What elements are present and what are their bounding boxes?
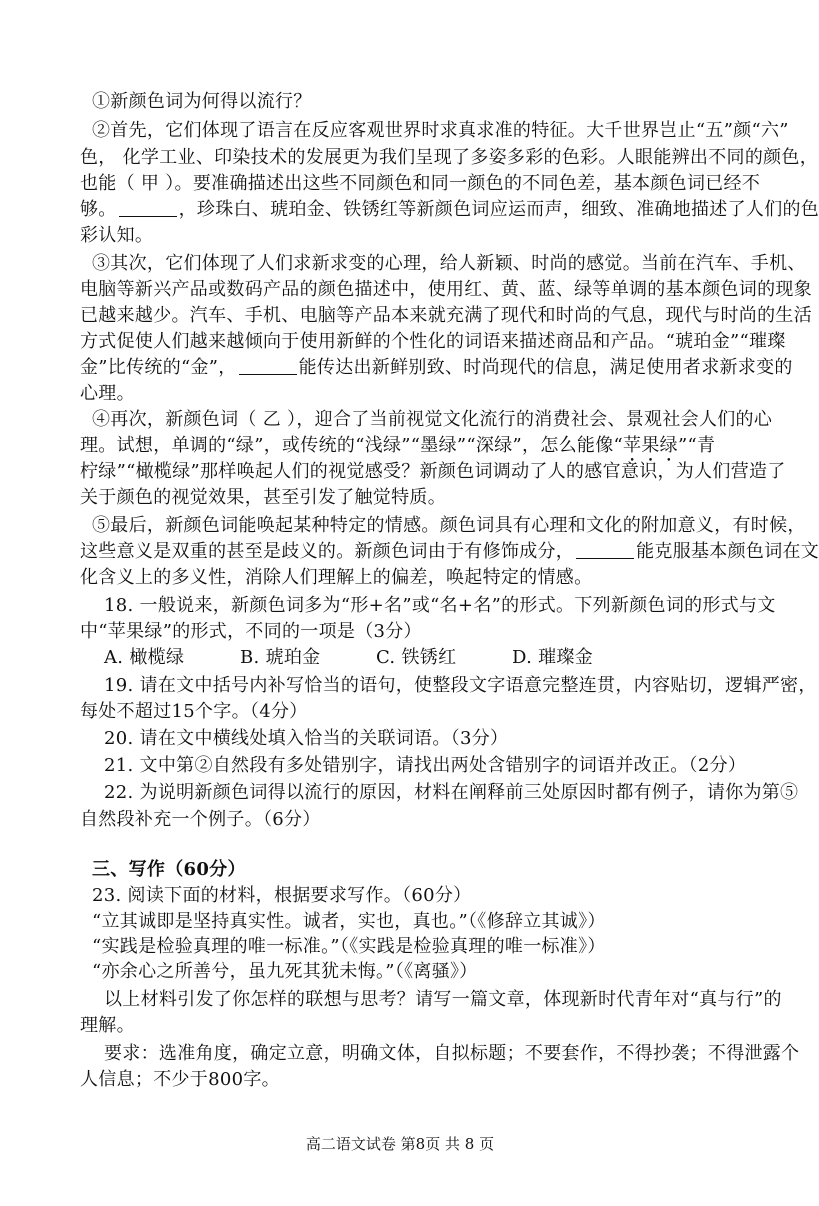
quote-1: “立其诚即是坚持真实性。诚者，实也，真也。”（《修辞立其诚》）	[92, 911, 606, 932]
q22-line2: 自然段补充一个例子。（6分）	[80, 809, 321, 830]
para4-line3: 柠绿”“橄榄绿”那样唤起人们的视觉感受？新颜色词调动了人的感官意识，为人们营造了	[80, 461, 786, 482]
emphasized-term: 苹果绿	[623, 435, 678, 456]
blank-3[interactable]	[576, 542, 634, 559]
option-d[interactable]: D. 璀璨金	[512, 647, 594, 668]
q21-line1: 21. 文中第②自然段有多处错别字，请找出两处含错别字的词语并改正。（2分）	[104, 755, 747, 776]
para5-line2-end: 能克服基本颜色词在文	[636, 541, 819, 562]
q18-line2: 中“苹果绿”的形式，不同的一项是（3分）	[80, 621, 422, 642]
quote-2: “实践是检验真理的唯一标准。”（《实践是检验真理的唯一标准》）	[92, 936, 606, 957]
q19-line2: 每处不超过15个字。（4分）	[80, 701, 308, 722]
para3-line5	[80, 356, 793, 380]
para2-line4-end: ，珍珠白、琥珀金、铁锈红等新颜色词应运而声，细致、准确地描述了人们的色	[178, 199, 819, 220]
para5-line3: 化含义上的多义性，消除人们理解上的偏差，唤起特定的情感。	[80, 567, 593, 588]
option-b[interactable]: B. 琥珀金	[240, 647, 321, 668]
q23-line: 23. 阅读下面的材料，根据要求写作。（60分）	[92, 885, 472, 906]
para2-line4	[80, 198, 819, 222]
quote-3: “亦余心之所善兮，虽九死其犹未悔。”（《离骚》）	[92, 961, 478, 982]
requirements-line2: 人信息；不少于800字。	[80, 1069, 280, 1090]
q19-line1: 19. 请在文中括号内补写恰当的语句，使整段文字语意完整连贯，内容贴切，逻辑严密，	[104, 675, 817, 696]
para4-line4: 关于颜色的视觉效果，甚至引发了触觉特质。	[80, 487, 446, 508]
blank-1[interactable]	[119, 200, 177, 217]
page-footer: 高二语文试卷 第8页 共 8 页	[305, 1135, 495, 1153]
q20-line1: 20. 请在文中横线处填入恰当的关联词语。（3分）	[104, 728, 509, 749]
q18-line1: 18. 一般说来，新颜色词多为“形+名”或“名+名”的形式。下列新颜色词的形式与文	[104, 595, 776, 616]
para4-line2-end: ”“青	[677, 435, 716, 456]
para3-line4: 方式促使人们越来越倾向于使用新鲜的个性化的词语来描述商品和产品。“琥珀金”“璀璨	[80, 331, 786, 352]
para5-line2-start: 这些意义是双重的甚至是歧义的。新颜色词由于有修饰成分，	[80, 541, 575, 562]
section3-heading: 三、写作（60分）	[92, 859, 246, 880]
para2-line3: 也能（ 甲 ）。要准确描述出这些不同颜色和同一颜色的不同色差，基本颜色词已经不	[80, 173, 761, 194]
blank-2[interactable]	[239, 358, 297, 375]
para2-line1: ②首先，它们体现了语言在反应客观世界时求真求准的特征。大千世界岂止“五”颜“六”	[92, 120, 789, 141]
para3-line2: 电脑等新兴产品或数码产品的颜色描述中，使用红、黄、蓝、绿等单调的基本颜色词的现象	[80, 279, 812, 300]
para5-line2	[80, 540, 819, 564]
para2-line2: 色， 化学工业、印染技术的发展更为我们呈现了多姿多彩的色彩。人眼能辨出不同的颜色，	[80, 147, 819, 168]
para2-line5: 彩认知。	[80, 225, 154, 246]
q22-line1: 22. 为说明新颜色词得以流行的原因，材料在阐释前三处原因时都有例子，请你为第⑤	[104, 782, 799, 803]
option-a[interactable]: A. 橄榄绿	[104, 647, 185, 668]
prompt-line2: 理解。	[80, 1015, 135, 1036]
para5-line1: ⑤最后，新颜色词能唤起某种特定的情感。颜色词具有心理和文化的附加意义，有时候，	[92, 515, 806, 536]
para4-line1: ④再次，新颜色词（ 乙 ），迎合了当前视觉文化流行的消费社会、景观社会人们的心	[92, 409, 773, 430]
requirements-line1: 要求：选准角度，确定立意，明确文体，自拟标题；不要套作，不得抄袭；不得泄露个	[104, 1043, 800, 1064]
para3-line5-start: 金”比传统的“金”，	[80, 357, 237, 378]
option-c[interactable]: C. 铁锈红	[376, 647, 457, 668]
para3-line6: 心理。	[80, 383, 135, 404]
para3-line1: ③其次，它们体现了人们求新求变的心理，给人新颖、时尚的感觉。当前在汽车、手机、	[92, 253, 806, 274]
prompt-line1: 以上材料引发了你怎样的联想与思考？请写一篇文章，体现新时代青年对“真与行”的	[104, 989, 782, 1010]
para2-line4-start: 够。	[80, 199, 117, 220]
para4-line2-start: 理。试想，单调的“绿”，或传统的“浅绿”“墨绿”“深绿”，怎么能像“	[80, 435, 624, 456]
q18-options	[104, 646, 784, 670]
para3-line3: 已越来越少。汽车、手机、电脑等产品本来就充满了现代和时尚的气息，现代与时尚的生活	[80, 305, 812, 326]
para1-question: ①新颜色词为何得以流行？	[92, 91, 312, 112]
para3-line5-end: 能传达出新鲜别致、时尚现代的信息，满足使用者求新求变的	[298, 357, 793, 378]
